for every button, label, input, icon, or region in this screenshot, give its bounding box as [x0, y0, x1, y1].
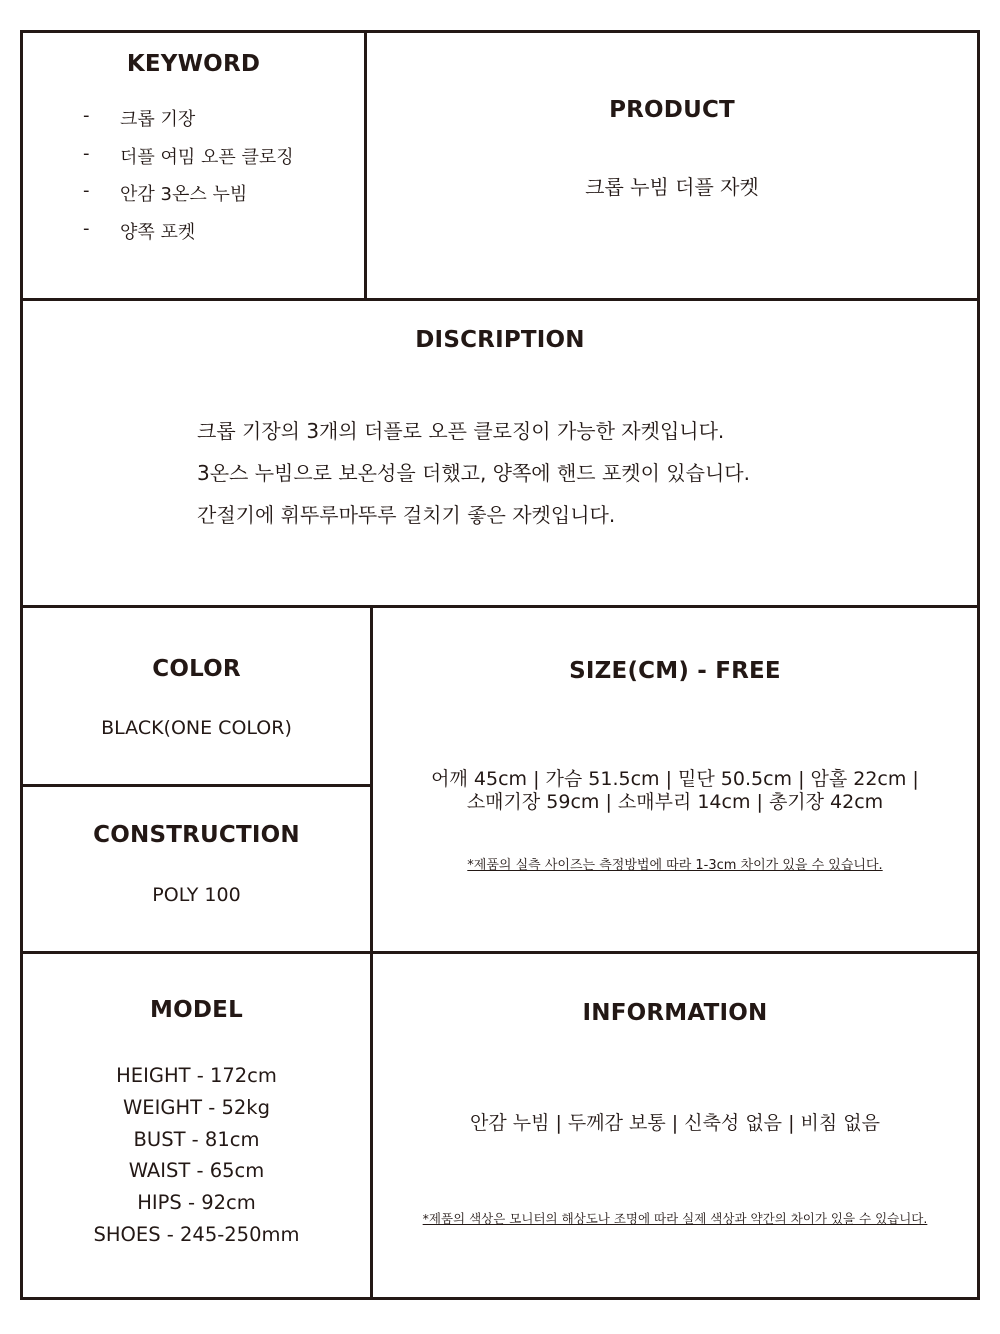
- keyword-text: 더플 여밈 오픈 클로징: [120, 146, 294, 168]
- product-section: [367, 33, 977, 298]
- model-line: HIPS - 92cm: [137, 1191, 256, 1215]
- product-info-sheet: [20, 30, 980, 1300]
- list-item: [83, 105, 294, 143]
- list-item: [83, 180, 294, 218]
- keyword-list: [83, 105, 294, 255]
- product-title: PRODUCT: [609, 97, 735, 123]
- model-line: WEIGHT - 52kg: [123, 1095, 270, 1119]
- list-item: [83, 218, 294, 256]
- size-section: [373, 608, 977, 951]
- construction-section: [23, 787, 370, 951]
- keyword-title: KEYWORD: [126, 51, 261, 77]
- keyword-text: 양쪽 포켓: [120, 221, 196, 243]
- model-line: SHOES - 245-250mm: [93, 1222, 300, 1246]
- color-section: [23, 608, 370, 784]
- description-line: 간절기에 휘뚜루마뚜루 걸치기 좋은 자켓입니다.: [197, 503, 616, 527]
- size-line-1: 어깨 45cm | 가슴 51.5cm | 밑단 50.5cm | 암홀 22cm |: [431, 768, 919, 790]
- description-line: 크롭 기장의 3개의 더플로 오픈 클로징이 가능한 자켓입니다.: [197, 419, 725, 443]
- model-measurements: [23, 1064, 370, 1255]
- description-line: 3온스 누빔으로 보온성을 더했고, 양쪽에 핸드 포켓이 있습니다.: [197, 461, 750, 485]
- list-dash: -: [83, 105, 90, 126]
- list-dash: -: [83, 180, 90, 201]
- model-line: WAIST - 65cm: [128, 1159, 265, 1183]
- keyword-text: 크롭 기장: [120, 109, 196, 130]
- size-line-2: 소매기장 59cm | 소매부리 14cm | 총기장 42cm: [466, 791, 884, 813]
- size-title: SIZE(CM) - FREE: [569, 658, 781, 684]
- information-value: 안감 누빔 | 두께감 보통 | 신축성 없음 | 비침 없음: [470, 1112, 880, 1134]
- information-section: [373, 954, 977, 1300]
- keyword-section: [23, 33, 364, 298]
- color-value: BLACK(ONE COLOR): [101, 717, 292, 739]
- description-body: [197, 415, 750, 541]
- construction-value: POLY 100: [152, 884, 241, 906]
- model-line: HEIGHT - 172cm: [116, 1064, 277, 1087]
- construction-title: CONSTRUCTION: [93, 822, 300, 848]
- size-note: *제품의 실측 사이즈는 측정방법에 따라 1-3cm 차이가 있을 수 있습니다.: [467, 858, 883, 873]
- list-item: [83, 143, 294, 181]
- model-line: BUST - 81cm: [133, 1127, 260, 1151]
- model-title: MODEL: [150, 997, 243, 1023]
- product-name: 크롭 누빔 더플 자켓: [585, 175, 759, 199]
- information-title: INFORMATION: [582, 1000, 768, 1026]
- keyword-text: 안감 3온스 누빔: [120, 184, 248, 205]
- information-note: *제품의 색상은 모니터의 해상도나 조명에 따라 실제 색상과 약간의 차이가 있을 수 있습니다.: [422, 1211, 928, 1226]
- color-title: COLOR: [152, 656, 241, 682]
- description-title: DISCRIPTION: [415, 327, 585, 353]
- list-dash: -: [83, 142, 90, 164]
- list-dash: -: [83, 217, 90, 239]
- model-section: [23, 954, 370, 1300]
- description-section: [23, 301, 977, 605]
